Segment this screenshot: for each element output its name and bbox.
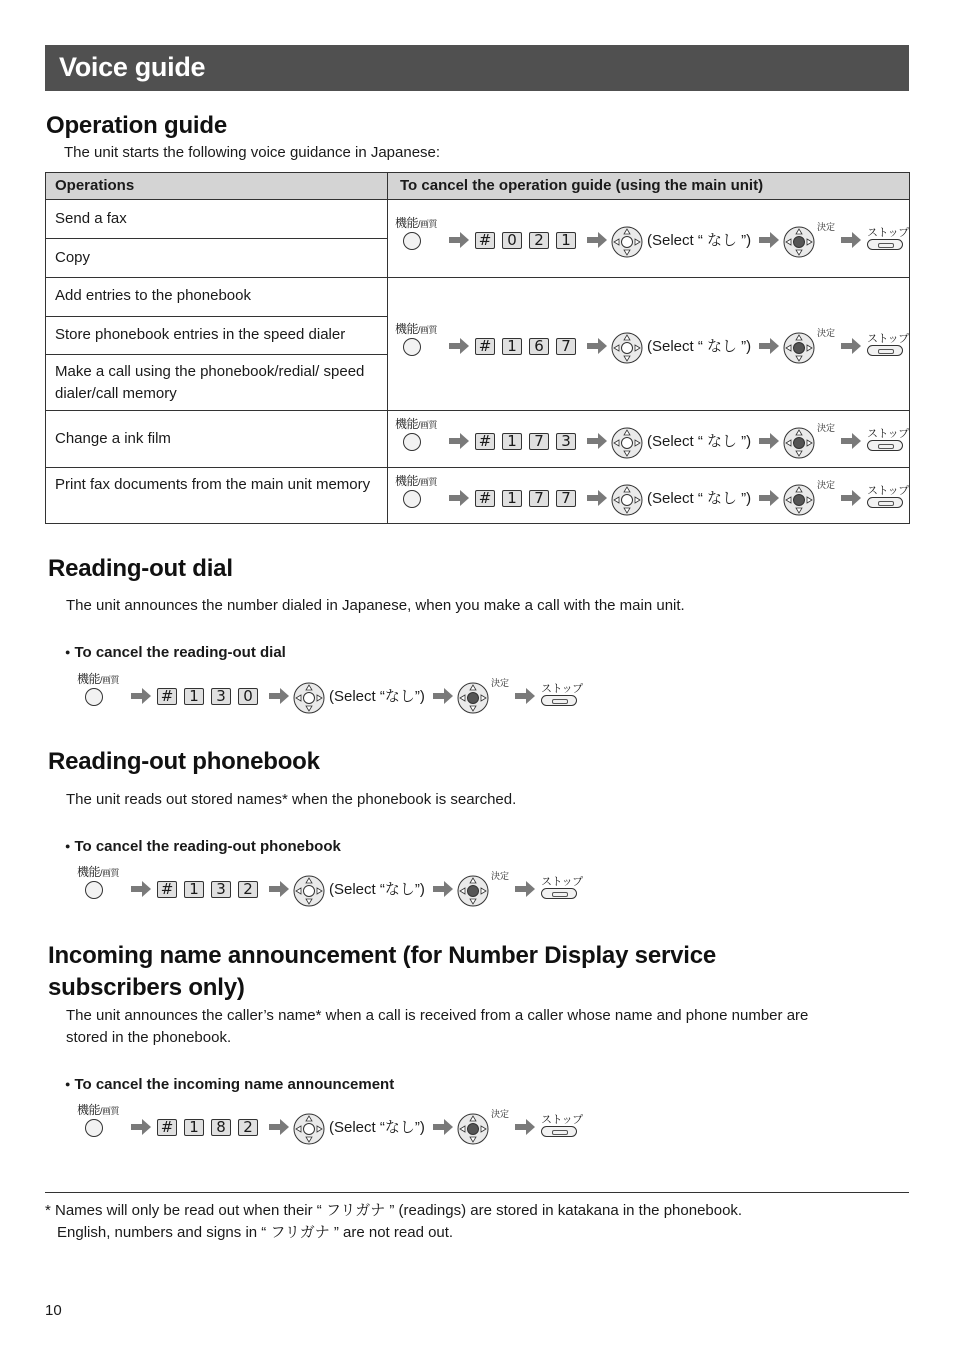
row-divider [46, 410, 909, 411]
function-label-sub: /画質 [418, 219, 438, 229]
digit-key[interactable]: 7 [556, 490, 576, 507]
table-cell-operation: Print fax documents from the main unit memory [55, 476, 371, 493]
arrow-icon [433, 1119, 453, 1135]
stop-button[interactable] [539, 680, 583, 710]
arrow-icon [759, 232, 779, 248]
stop-button[interactable] [539, 873, 583, 903]
select-nashi-text: (Select “ なし ”) [647, 232, 752, 249]
stop-button-label: ストップ [867, 428, 909, 440]
function-button-circle[interactable] [403, 338, 421, 356]
incoming-text-line2: stored in the phonebook. [66, 1029, 232, 1046]
hash-key[interactable]: # [157, 688, 177, 705]
stop-button-label: ストップ [867, 485, 909, 497]
arrow-icon [587, 338, 607, 354]
digit-key[interactable]: 7 [529, 490, 549, 507]
stop-button[interactable] [865, 482, 909, 512]
incoming-text-line1: The unit announces the caller’s name* when a call is received from a caller whose name and phone number are [66, 1007, 809, 1024]
function-button[interactable] [77, 865, 120, 901]
arrow-icon [449, 490, 469, 506]
arrow-icon [433, 688, 453, 704]
digit-key[interactable]: 8 [211, 1119, 231, 1136]
function-label-main: 機能 [77, 672, 101, 686]
function-label-main: 機能 [395, 474, 419, 488]
stop-button[interactable] [865, 224, 909, 254]
stop-button-label: ストップ [867, 333, 909, 345]
hash-key[interactable]: # [157, 1119, 177, 1136]
select-nashi-text: (Select “ なし ”) [647, 490, 752, 507]
arrow-icon [841, 490, 861, 506]
hash-key[interactable]: # [475, 232, 495, 249]
ok-navigator-key-icon[interactable] [457, 875, 489, 907]
stop-button-shape[interactable] [541, 888, 577, 899]
arrow-icon [433, 881, 453, 897]
function-button-label [395, 320, 437, 337]
arrow-icon [759, 338, 779, 354]
arrow-icon [449, 433, 469, 449]
arrow-icon [515, 688, 535, 704]
digit-key[interactable]: 2 [529, 232, 549, 249]
row-divider [46, 354, 387, 355]
arrow-icon [131, 881, 151, 897]
arrow-icon [841, 338, 861, 354]
function-label-sub: /画質 [100, 868, 120, 878]
hash-key[interactable]: # [475, 490, 495, 507]
digit-key[interactable]: 2 [238, 1119, 258, 1136]
page-number: 10 [45, 1302, 62, 1319]
function-button-circle[interactable] [403, 433, 421, 451]
table-cell-operation: Send a fax [55, 210, 127, 227]
ok-navigator-key-icon[interactable] [783, 484, 815, 516]
hash-key[interactable]: # [475, 433, 495, 450]
function-button[interactable] [77, 672, 120, 708]
function-button-label [77, 863, 119, 880]
footnote-rule [45, 1192, 909, 1193]
incoming-heading-line2: subscribers only) [48, 974, 245, 1001]
arrow-icon [449, 338, 469, 354]
digit-key[interactable]: 1 [184, 1119, 204, 1136]
function-button-label [395, 415, 437, 432]
hash-key[interactable]: # [475, 338, 495, 355]
function-button-circle[interactable] [85, 881, 103, 899]
navigator-key-icon[interactable] [293, 875, 325, 907]
row-divider [46, 238, 387, 239]
row-divider [46, 316, 387, 317]
stop-button-shape[interactable] [867, 239, 903, 250]
digit-key[interactable]: 0 [502, 232, 522, 249]
ok-key-label: 決定 [817, 328, 836, 338]
navigator-key-icon[interactable] [611, 332, 643, 364]
arrow-icon [131, 688, 151, 704]
arrow-icon [449, 232, 469, 248]
reading-dial-text: The unit announces the number dialed in Japanese, when you make a call with the main unit. [66, 597, 685, 614]
reading-phonebook-text: The unit reads out stored names* when the phonebook is searched. [66, 791, 517, 808]
function-button-circle[interactable] [403, 490, 421, 508]
function-label-main: 機能 [395, 216, 419, 230]
stop-button-label: ストップ [541, 1114, 583, 1126]
function-label-sub: /画質 [418, 477, 438, 487]
function-label-main: 機能 [395, 417, 419, 431]
arrow-icon [759, 433, 779, 449]
table-cell-operation: Store phonebook entries in the speed dialer [55, 326, 346, 343]
arrow-icon [269, 881, 289, 897]
column-header-operations: Operations [55, 177, 135, 194]
function-button-label [77, 1101, 119, 1118]
function-button-circle[interactable] [85, 688, 103, 706]
arrow-icon [515, 881, 535, 897]
stop-button[interactable] [865, 330, 909, 360]
row-divider [46, 467, 909, 468]
function-label-sub: /画質 [418, 420, 438, 430]
stop-button-shape[interactable] [867, 440, 903, 451]
digit-key[interactable]: 0 [238, 688, 258, 705]
function-label-main: 機能 [395, 322, 419, 336]
arrow-icon [841, 232, 861, 248]
navigator-key-icon[interactable] [293, 1113, 325, 1145]
digit-key[interactable]: 1 [184, 881, 204, 898]
function-button[interactable] [395, 216, 438, 252]
function-label-sub: /画質 [100, 675, 120, 685]
function-button-label [77, 670, 119, 687]
table-cell-operation: Add entries to the phonebook [55, 287, 251, 304]
operation-guide-intro: The unit starts the following voice guidance in Japanese: [64, 144, 441, 161]
reading-dial-heading: Reading-out dial [48, 555, 233, 582]
arrow-icon [269, 688, 289, 704]
page-banner [45, 45, 909, 91]
column-divider [387, 173, 388, 523]
function-label-sub: /画質 [418, 325, 438, 335]
digit-key[interactable]: 7 [556, 338, 576, 355]
ok-key-label: 決定 [817, 222, 836, 232]
function-button-label [395, 214, 437, 231]
navigator-key-icon[interactable] [611, 484, 643, 516]
arrow-icon [587, 232, 607, 248]
ok-navigator-key-icon[interactable] [457, 682, 489, 714]
stop-button[interactable] [539, 1111, 583, 1141]
ok-key-label: 決定 [491, 871, 510, 881]
select-nashi-text: (Select “ なし ”) [647, 338, 752, 355]
arrow-icon [841, 433, 861, 449]
table-header [46, 173, 909, 200]
stop-button-label: ストップ [541, 876, 583, 888]
stop-button[interactable] [865, 425, 909, 455]
digit-key[interactable]: 1 [502, 433, 522, 450]
function-button-circle[interactable] [85, 1119, 103, 1137]
incoming-heading-line1: Incoming name announcement (for Number Display service [48, 942, 717, 969]
arrow-icon [759, 490, 779, 506]
digit-key[interactable]: 3 [211, 881, 231, 898]
digit-key[interactable]: 1 [556, 232, 576, 249]
digit-key[interactable]: 3 [211, 688, 231, 705]
ok-key-label: 決定 [491, 678, 510, 688]
hash-key[interactable]: # [157, 881, 177, 898]
table-cell-operation: Make a call using the phonebook/redial/ speed dialer/call memory [55, 363, 365, 402]
ok-navigator-key-icon[interactable] [783, 226, 815, 258]
digit-key[interactable]: 1 [184, 688, 204, 705]
table-cell-operation: Copy [55, 249, 91, 266]
select-nashi-text: (Select “なし”) [329, 688, 425, 705]
ok-key-label: 決定 [817, 423, 836, 433]
column-header-cancel: To cancel the operation guide (using the main unit) [400, 177, 764, 194]
function-button-label [395, 472, 437, 489]
arrow-icon [269, 1119, 289, 1135]
digit-key[interactable]: 3 [556, 433, 576, 450]
stop-button-shape[interactable] [867, 497, 903, 508]
digit-key[interactable]: 2 [238, 881, 258, 898]
ok-key-label: 決定 [491, 1109, 510, 1119]
row-divider [46, 277, 909, 278]
stop-button-shape[interactable] [541, 695, 577, 706]
select-nashi-text: (Select “なし”) [329, 881, 425, 898]
ok-navigator-key-icon[interactable] [783, 427, 815, 459]
function-label-sub: /画質 [100, 1106, 120, 1116]
function-label-main: 機能 [77, 1103, 101, 1117]
ok-navigator-key-icon[interactable] [457, 1113, 489, 1145]
footnote-line2: English, numbers and signs in “ フリガナ ” are not read out. [57, 1224, 454, 1241]
function-button[interactable] [395, 417, 438, 453]
navigator-key-icon[interactable] [611, 226, 643, 258]
function-label-main: 機能 [77, 865, 101, 879]
digit-key[interactable]: 7 [529, 433, 549, 450]
navigator-key-icon[interactable] [611, 427, 643, 459]
reading-phonebook-heading: Reading-out phonebook [48, 748, 320, 775]
table-cell-operation: Change a ink film [55, 430, 171, 447]
select-nashi-text: (Select “ なし ”) [647, 433, 752, 450]
page-title: Voice guide [59, 52, 206, 82]
arrow-icon [587, 490, 607, 506]
arrow-icon [515, 1119, 535, 1135]
function-button-circle[interactable] [403, 232, 421, 250]
digit-key[interactable]: 1 [502, 490, 522, 507]
operation-guide-heading: Operation guide [46, 112, 228, 139]
stop-button-label: ストップ [867, 227, 909, 239]
ok-navigator-key-icon[interactable] [783, 332, 815, 364]
function-button[interactable] [395, 322, 438, 358]
reading-dial-bullet: ● To cancel the reading-out dial [65, 643, 286, 664]
arrow-icon [587, 433, 607, 449]
digit-key[interactable]: 1 [502, 338, 522, 355]
ok-key-label: 決定 [817, 480, 836, 490]
select-nashi-text: (Select “なし”) [329, 1119, 425, 1136]
arrow-icon [131, 1119, 151, 1135]
function-button[interactable] [395, 474, 438, 510]
function-button[interactable] [77, 1103, 120, 1139]
reading-phonebook-bullet: ● To cancel the reading-out phonebook [65, 837, 341, 858]
stop-button-label: ストップ [541, 683, 583, 695]
stop-button-shape[interactable] [541, 1126, 577, 1137]
stop-button-shape[interactable] [867, 345, 903, 356]
digit-key[interactable]: 6 [529, 338, 549, 355]
footnote-line1: * Names will only be read out when their “ フリガナ ” (readings) are stored in katakana in the phonebook. [45, 1202, 743, 1219]
navigator-key-icon[interactable] [293, 682, 325, 714]
incoming-bullet: ● To cancel the incoming name announcement [65, 1075, 394, 1096]
